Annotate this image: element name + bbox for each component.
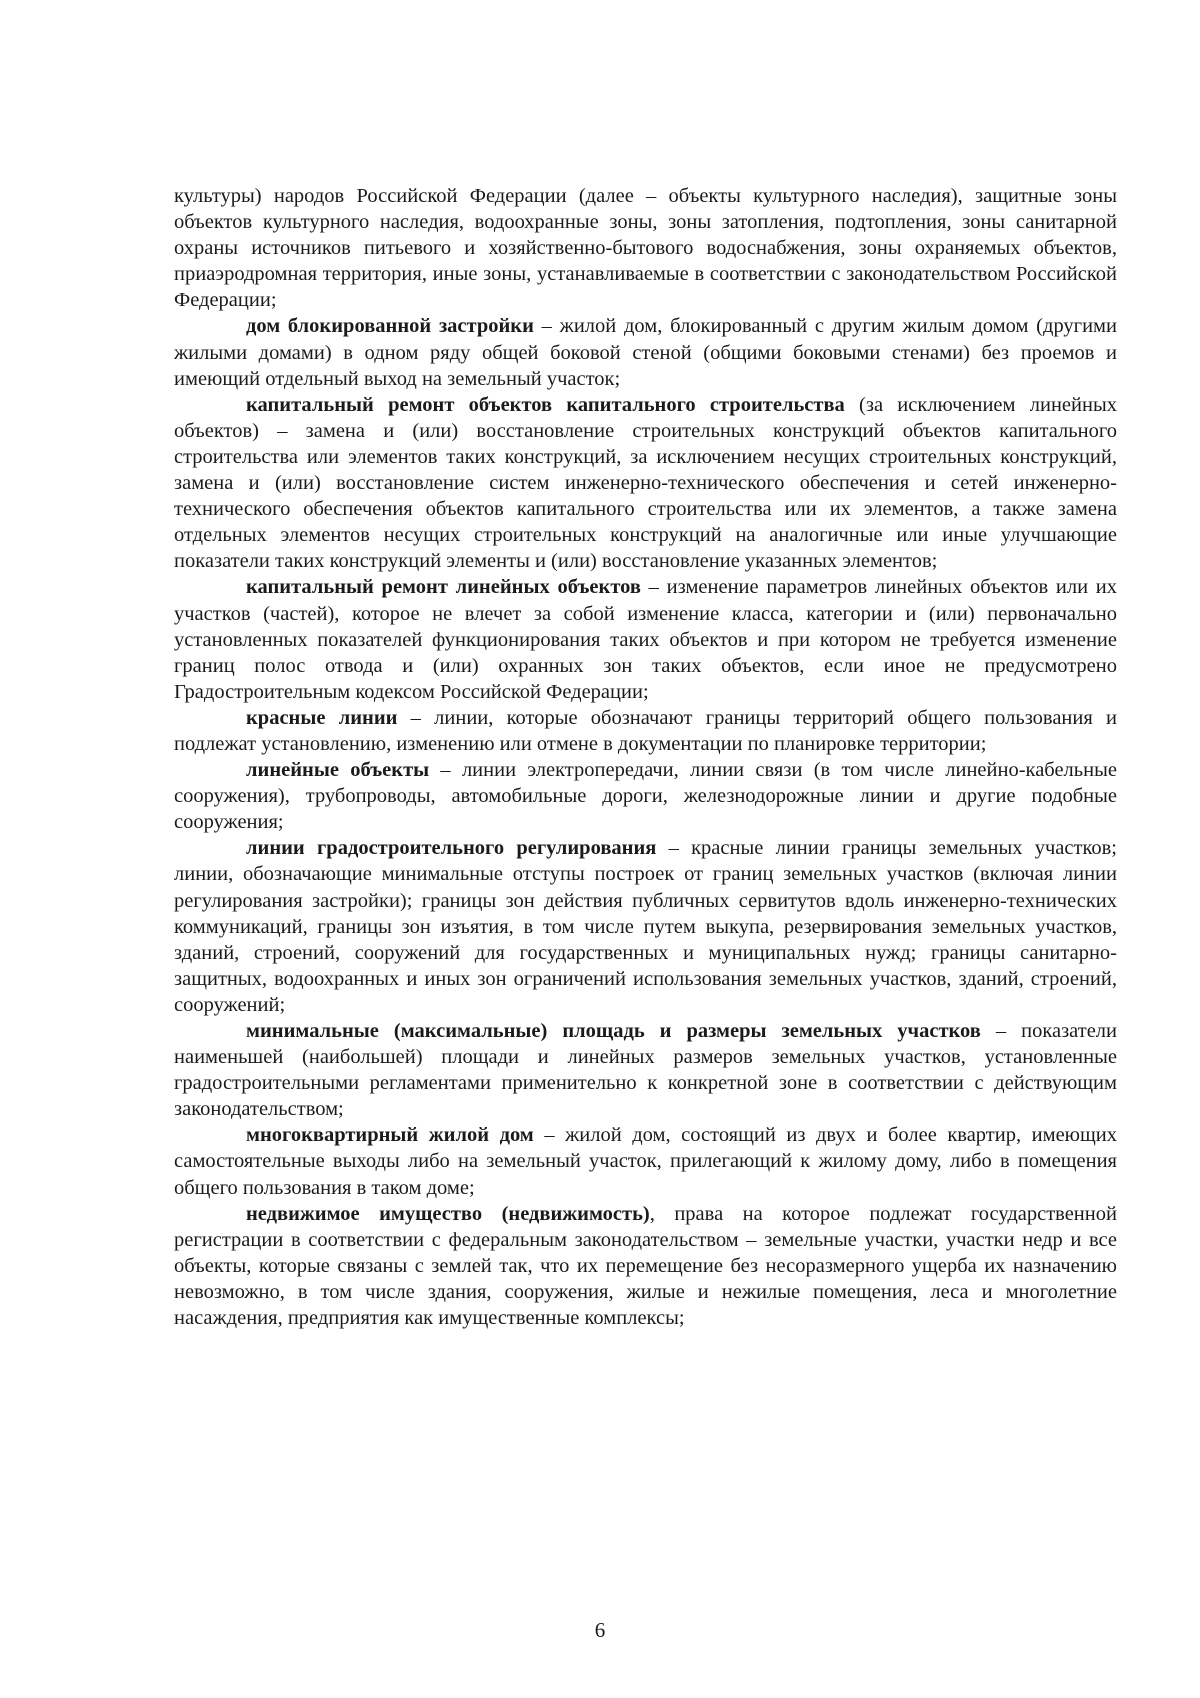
definition-paragraph [174, 705, 1117, 757]
definition-paragraph [174, 1201, 1117, 1331]
definition-text: – жилой дом, состоящий из двух и более квартир, имеющих самостоятельные выходы либо на земельный участок, прилегающий к жилому дому, либо в помещения общего пользования в таком доме; [174, 1124, 1117, 1199]
definition-paragraph [174, 835, 1117, 1018]
definition-text: (за исключением линейных объектов) – замена и (или) восстановление строительных конструкций объектов капитального строительства или элементов таких конструкций, за исключением несущих строительных конструкций, замена и (или) восстановление систем инженерно-технического обеспечения и сетей инженерно-технического обеспечения объектов капитального строительства или их элементов, а также замена отдельных элементов несущих строительных конструкций на аналогичные или иные улучшающие показатели таких конструкций элементы и (или) восстановление указанных элементов; [174, 393, 1117, 573]
definition-paragraph [174, 757, 1117, 835]
definition-paragraph [174, 313, 1117, 391]
definition-text: – изменение параметров линейных объектов или их участков (частей), которое не влечет за собой изменение класса, категории и (или) первоначально установленных показателей функционирования таких объектов и при котором не требуется изменение границ полос отвода и (или) охранных зон таких объектов, если иное не предусмотрено Градостроительным кодексом Российской Федерации; [174, 576, 1117, 703]
paragraph-continuation [174, 183, 1117, 313]
definition-text: , права на которое подлежат государственной регистрации в соответствии с федеральным законодательством – земельные участки, участки недр и все объекты, которые связаны с землей так, что их перемещение без несоразмерного ущерба их назначению невозможно, в том числе здания, сооружения, жилые и нежилые помещения, леса и многолетние насаждения, предприятия как имущественные комплексы; [174, 1202, 1117, 1330]
defined-term: недвижимое имущество (недвижимость) [246, 1202, 650, 1225]
definition-text: – красные линии границы земельных участков; линии, обозначающие минимальные отступы построек от границ земельных участков (включая линии регулирования застройки); границы зон действия публичных сервитутов вдоль инженерно-технических коммуникаций, границы зон изъятия, в том числе путем выкупа, резервирования земельных участков, зданий, строений, сооружений для государственных и муниципальных нужд; границы санитарно-защитных, водоохранных и иных зон ограничений использования земельных участков, зданий, строений, сооружений; [174, 837, 1117, 1016]
defined-term: линейные объекты [246, 759, 430, 782]
defined-term: линии градостроительного регулирования [246, 837, 657, 860]
defined-term: дом блокированной застройки [246, 315, 534, 338]
defined-term: капитальный ремонт линейных объектов [246, 576, 641, 599]
page-number: 6 [594, 1618, 606, 1642]
defined-term: минимальные (максимальные) площадь и размеры земельных участков [246, 1020, 981, 1042]
definition-text: – линии электропередачи, линии связи (в том числе линейно-кабельные сооружения), трубопроводы, автомобильные дороги, железнодорожные линии и другие подобные сооружения; [174, 759, 1117, 834]
definition-paragraph [174, 574, 1117, 704]
defined-term: капитальный ремонт объектов капитального строительства [246, 393, 845, 416]
definition-paragraph [174, 1018, 1117, 1122]
defined-term: красные линии [246, 706, 398, 729]
definition-paragraph [174, 392, 1117, 575]
defined-term: многоквартирный жилой дом [246, 1124, 534, 1147]
definition-text: – показатели наименьшей (наибольшей) площади и линейных размеров земельных участков, установленные градостроительными регламентами применительно к конкретной зоне в соответствии с действующим законодательством; [174, 1020, 1117, 1121]
definition-text: – линии, которые обозначают границы территорий общего пользования и подлежат установлению, изменению или отмене в документации по планировке территории; [174, 706, 1117, 755]
definition-paragraph [174, 1122, 1117, 1200]
document-body [174, 183, 1117, 1331]
paragraph-text: культуры) народов Российской Федерации (далее – объекты культурного наследия), защитные зоны объектов культурного наследия, водоохранные зоны, зоны затопления, подтопления, зоны санитарной охраны источников питьевого и хозяйственно-бытового водоснабжения, зоны охраняемых объектов, приаэродромная территория, иные зоны, устанавливаемые в соответствии с законодательством Российской Федерации; [174, 185, 1117, 312]
definition-text: – жилой дом, блокированный с другим жилым домом (другими жилыми домами) в одном ряду общей боковой стеной (общими боковыми стенами) без проемов и имеющий отдельный выход на земельный участок; [174, 315, 1117, 390]
